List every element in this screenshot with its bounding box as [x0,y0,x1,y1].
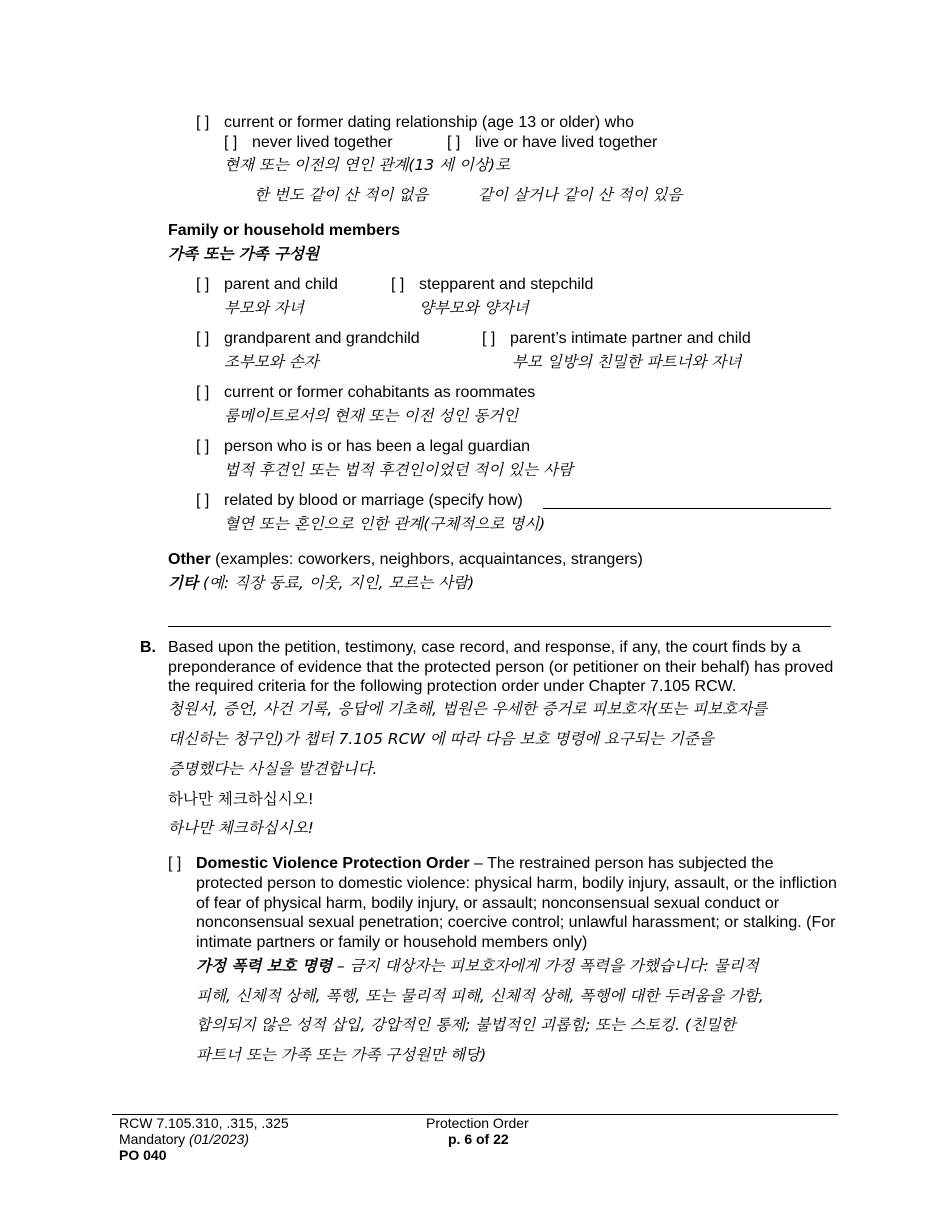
grandparent-label: grandparent and grandchild [224,330,420,347]
cohabitants-option [196,383,535,402]
intimate-partner-label: parent’s intimate partner and child [510,330,751,347]
footer-title: Protection Order [426,1115,529,1131]
ko-stepparent: 양부모와 양자녀 [419,299,529,317]
ko-check-one-note: 하나만 체크하십시오! [168,819,314,837]
dating-relationship-option [196,113,634,132]
ko-parent-child: 부모와 자녀 [224,299,304,317]
ko-blood-marriage: 혈연 또는 혼인으로 인한 관계(구체적으로 명시) [224,515,546,533]
footer-form-number: PO 040 [119,1147,167,1163]
grandparent-option [196,329,420,348]
guardian-label: person who is or has been a legal guardian [224,438,530,455]
other-examples: (examples: coworkers, neighbors, acquaintances, strangers) [215,551,643,568]
ko-section-b-line1: 청원서, 증언, 사건 기록, 응답에 기초해, 법원은 우세한 증거로 피보호자(또는 피보호자를 [168,700,768,718]
ko-grandparent: 조부모와 손자 [224,353,319,371]
footer-mandatory [119,1131,249,1147]
ko-family-heading: 가족 또는 가족 구성원 [168,245,319,263]
dv-order-title: Domestic Violence Protection Order [196,855,470,872]
family-heading: Family or household members [168,222,401,239]
ko-other-examples: (예: 직장 동료, 이웃, 지인, 모르는 사람) [202,574,475,592]
ko-dv-line4: 파트너 또는 가족 또는 가족 구성원만 해당) [196,1046,487,1064]
specify-how-input-line[interactable] [543,508,831,509]
footer-page-number: p. 6 of 22 [448,1131,509,1147]
blood-marriage-option [196,491,523,510]
never-lived-option [224,133,393,152]
blood-marriage-label: related by blood or marriage (specify how) [224,492,523,509]
ko-section-b-line3: 증명했다는 사실을 발견합니다. [168,760,378,778]
checkbox[interactable]: [ ] [196,438,210,455]
ko-dv-line2: 피해, 신체적 상해, 폭행, 또는 물리적 피해, 신체적 상해, 폭행에 대한 두려움을 가함, [196,987,764,1005]
other-line [168,550,643,569]
section-b-text: Based upon the petition, testimony, case record, and response, if any, the court finds by a preponderance of evidence that the protected person (or petitioner on their behalf) has proved the required criteria for the following protection order under Chapter 7.105 RCW. [168,639,834,695]
ko-section-b-line2: 대신하는 청구인)가 챕터 7.105 RCW 에 따라 다음 보호 명령에 요구되는 기준을 [168,730,714,748]
dv-order-description: – The restrained person has subjected the protected person to domestic violence: physical harm, bodily injury, assault, or the infliction of fear of physical harm, bodily injury, or assault; nonconsensual sexual conduct or nonconsensual sexual penetration; coercive control; unlawful harassment; or stalking. (For intimate partners or family or household members only) [196,855,837,952]
ko-dv-line3: 합의되지 않은 성적 삽입, 강압적인 통제; 불법적인 괴롭힘; 또는 스토킹. (친밀한 [196,1016,736,1034]
ko-dating-option: 현재 또는 이전의 연인 관계(13 세 이상)로 [224,156,510,174]
ko-dv-title: 가정 폭력 보호 명령 [196,957,332,975]
parent-child-label: parent and child [224,276,338,293]
ko-other-label: 기타 [168,574,198,592]
ko-dv-line1 [196,957,759,976]
checkbox[interactable]: [ ] [196,276,210,293]
ko-other-line [168,574,474,593]
footer-date: (01/2023) [189,1131,249,1147]
section-divider [168,626,831,627]
checkbox[interactable]: [ ] [196,384,210,401]
checkbox[interactable]: [ ] [391,276,405,293]
ko-lived: 같이 살거나 같이 산 적이 있음 [478,186,683,204]
intimate-partner-option [482,329,751,348]
ko-intimate-partner: 부모 일방의 친밀한 파트너와 자녀 [512,353,742,371]
ko-dv-line1-text: – 금지 대상자는 피보호자에게 가정 폭력을 가했습니다: 물리적 [331,957,759,975]
check-one-note: 하나만 체크하십시오! [168,790,314,808]
checkbox[interactable]: [ ] [482,330,496,347]
other-label: Other [168,551,211,568]
dating-option-label: current or former dating relationship (age 13 or older) who [224,114,634,131]
stepparent-option [391,275,593,294]
parent-child-option [196,275,338,294]
ko-never-lived: 한 번도 같이 산 적이 없음 [254,186,429,204]
checkbox[interactable]: [ ] [447,134,461,151]
cohabitants-label: current or former cohabitants as roommates [224,384,536,401]
checkbox[interactable]: [ ] [224,134,238,151]
ko-guardian: 법적 후견인 또는 법적 후견인이었던 적이 있는 사람 [224,461,573,479]
footer-rcw: RCW 7.105.310, .315, .325 [119,1115,289,1131]
dv-order-checkbox[interactable]: [ ] [168,855,182,872]
lived-label: live or have lived together [475,134,658,151]
guardian-option [196,437,530,456]
checkbox[interactable]: [ ] [196,114,210,131]
never-lived-label: never lived together [252,134,393,151]
footer-mandatory-label: Mandatory [119,1131,190,1147]
checkbox[interactable]: [ ] [196,492,210,509]
dv-order-text [196,854,841,953]
checkbox[interactable]: [ ] [196,330,210,347]
ko-cohabitants: 룸메이트로서의 현재 또는 이전 성인 동거인 [224,407,519,425]
section-b-letter: B. [140,639,156,656]
lived-option [447,133,657,152]
stepparent-label: stepparent and stepchild [419,276,594,293]
